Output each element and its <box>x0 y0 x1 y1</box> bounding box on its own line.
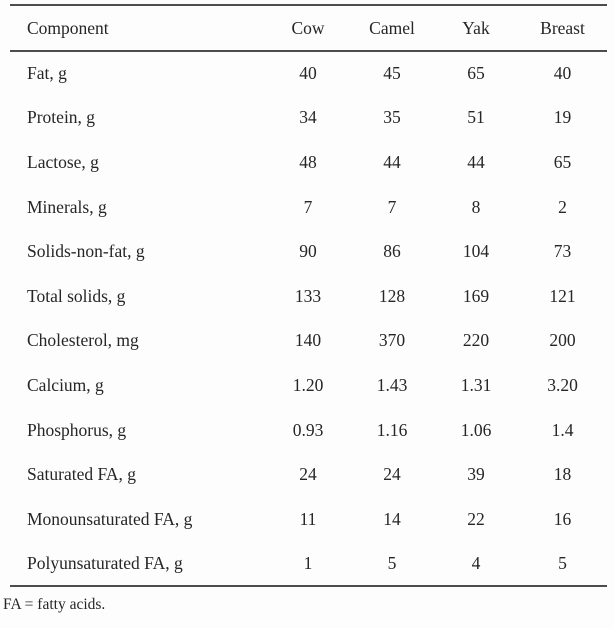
table-row <box>10 274 607 319</box>
table-cell: 121 <box>549 285 576 306</box>
table-cell: 1.4 <box>551 419 574 440</box>
table-cell: 45 <box>383 63 401 84</box>
table-footnote: FA = fatty acids. <box>3 596 106 613</box>
table-cell: 1.31 <box>460 374 492 395</box>
table-cell: 24 <box>383 464 401 485</box>
row-label: Fat, g <box>27 63 67 84</box>
table-cell: 44 <box>383 151 401 172</box>
row-label: Protein, g <box>27 107 96 128</box>
table-cell: 7 <box>303 196 313 217</box>
table-cell: 65 <box>553 151 572 172</box>
row-label: Calcium, g <box>27 374 104 395</box>
table-row <box>10 229 607 274</box>
row-label: Polyunsaturated FA, g <box>27 552 183 573</box>
table-cell: 48 <box>299 151 317 172</box>
row-label: Phosphorus, g <box>27 419 127 440</box>
table-row <box>10 408 607 453</box>
milk-composition-table <box>10 4 607 587</box>
table-cell: 35 <box>383 107 401 128</box>
table-row <box>10 51 607 96</box>
table-cell: 133 <box>294 285 322 306</box>
table-cell: 14 <box>383 508 401 529</box>
table-cell: 40 <box>553 63 572 84</box>
table-cell: 22 <box>467 508 485 529</box>
column-header-cow: Cow <box>291 17 325 38</box>
row-label: Saturated FA, g <box>27 464 137 485</box>
table-cell: 1.43 <box>376 374 408 395</box>
table-cell: 1.20 <box>292 374 324 395</box>
table-cell: 1 <box>303 552 313 573</box>
table-row <box>10 452 607 497</box>
table-cell: 19 <box>553 107 572 128</box>
row-label: Solids-non-fat, g <box>27 241 145 262</box>
table-cell: 104 <box>462 241 490 262</box>
table-cell: 1.16 <box>376 419 408 440</box>
table-cell: 44 <box>467 151 485 172</box>
column-header-breast: Breast <box>540 17 585 38</box>
table-cell: 200 <box>549 330 576 351</box>
table-cell: 24 <box>299 464 317 485</box>
table-row <box>10 542 607 587</box>
table-cell: 73 <box>553 241 572 262</box>
table-cell: 16 <box>553 508 572 529</box>
table-cell: 2 <box>558 196 567 217</box>
table-cell: 5 <box>558 552 567 573</box>
table-cell: 86 <box>383 241 401 262</box>
table-cell: 5 <box>387 552 397 573</box>
table-row <box>10 140 607 185</box>
table-cell: 65 <box>467 63 485 84</box>
table-cell: 51 <box>467 107 485 128</box>
table-cell: 4 <box>471 552 481 573</box>
header-row <box>10 5 607 51</box>
table-cell: 0.93 <box>292 419 324 440</box>
table-cell: 34 <box>299 107 317 128</box>
row-label: Minerals, g <box>27 196 107 217</box>
table-cell: 11 <box>299 508 317 529</box>
table-row <box>10 96 607 141</box>
table-row <box>10 319 607 364</box>
table-cell: 128 <box>378 285 406 306</box>
table-row <box>10 363 607 408</box>
table-cell: 140 <box>294 330 322 351</box>
table-cell: 90 <box>299 241 317 262</box>
row-label: Lactose, g <box>27 151 99 172</box>
table-cell: 40 <box>299 63 317 84</box>
column-header-yak: Yak <box>462 17 490 38</box>
column-header-camel: Camel <box>369 17 415 38</box>
table-cell: 1.06 <box>460 419 492 440</box>
table-row <box>10 185 607 230</box>
table-cell: 370 <box>378 330 406 351</box>
row-label: Total solids, g <box>27 285 126 306</box>
table-row <box>10 497 607 542</box>
table-cell: 220 <box>462 330 490 351</box>
table-cell: 169 <box>462 285 490 306</box>
table-cell: 3.20 <box>547 374 578 395</box>
table-cell: 18 <box>553 464 572 485</box>
column-header-component: Component <box>27 17 109 38</box>
row-label: Monounsaturated FA, g <box>27 508 193 529</box>
table-cell: 8 <box>471 196 481 217</box>
row-label: Cholesterol, mg <box>27 330 139 351</box>
table-cell: 39 <box>467 464 485 485</box>
table-cell: 7 <box>387 196 397 217</box>
